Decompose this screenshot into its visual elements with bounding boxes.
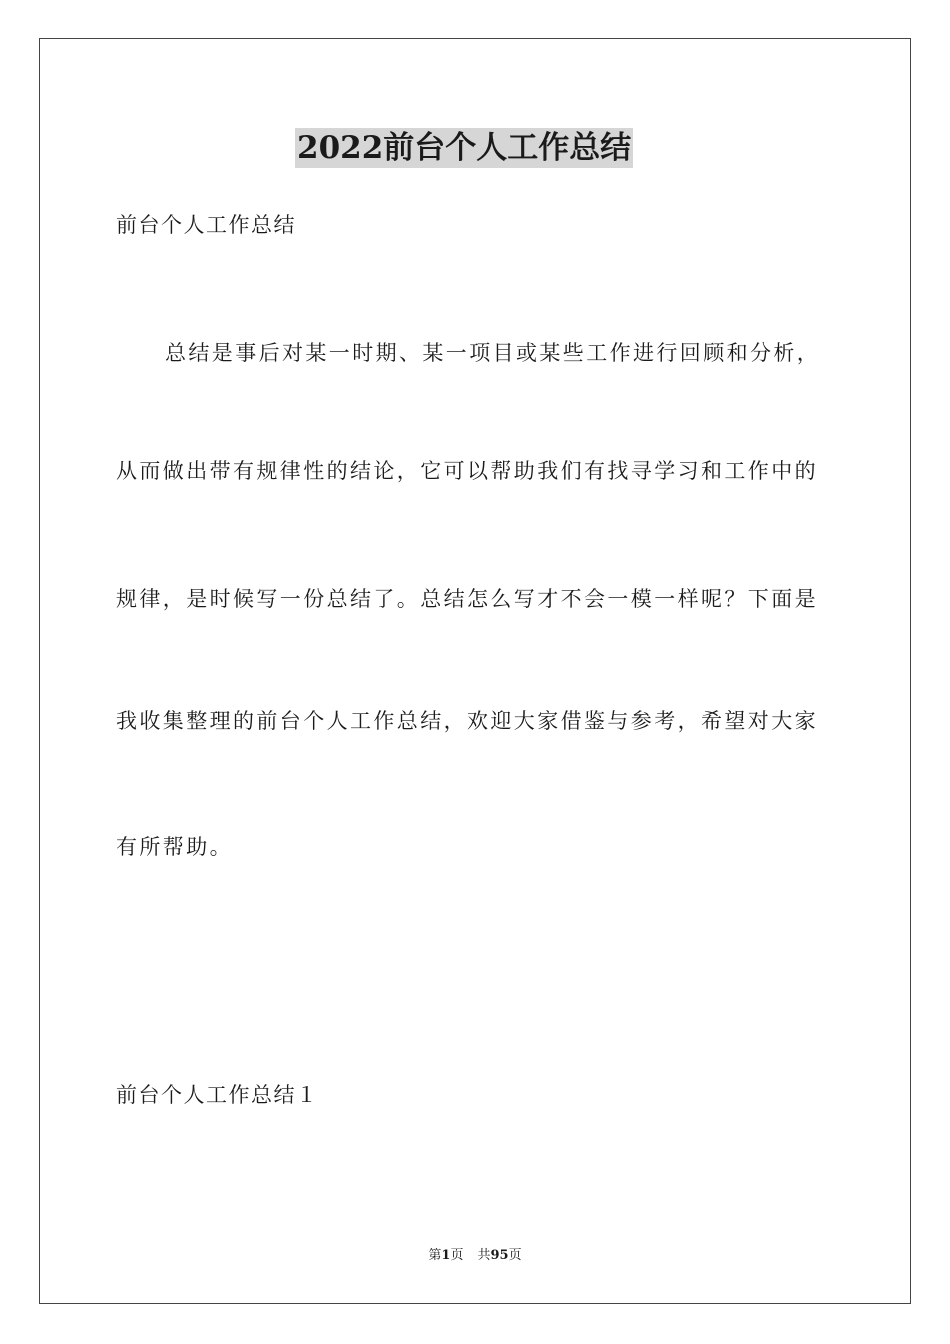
page-prefix: 第 (428, 1248, 442, 1263)
page-number: 1 (441, 1248, 451, 1263)
section-heading: 前台个人工作总结１ (116, 1083, 319, 1107)
total-suffix: 页 (508, 1248, 522, 1263)
paragraph-line-2: 从而做出带有规律性的结论，它可以帮助我们有找寻学习和工作中的 (116, 459, 818, 483)
paragraph-line-1: 总结是事后对某一时期、某一项目或某些工作进行回顾和分析， (165, 341, 821, 365)
paragraph-line-4: 我收集整理的前台个人工作总结，欢迎大家借鉴与参考，希望对大家 (116, 709, 818, 733)
document-title: 2022前台个人工作总结 (297, 130, 632, 166)
total-pages: 95 (490, 1248, 509, 1263)
page-footer (0, 1247, 950, 1265)
page-suffix: 页 (450, 1248, 464, 1263)
document-subtitle: 前台个人工作总结 (116, 213, 296, 237)
total-prefix: 共 (477, 1248, 491, 1263)
paragraph-line-5: 有所帮助。 (116, 835, 233, 859)
paragraph-line-3: 规律，是时候写一份总结了。总结怎么写才不会一模一样呢？下面是 (116, 587, 818, 611)
